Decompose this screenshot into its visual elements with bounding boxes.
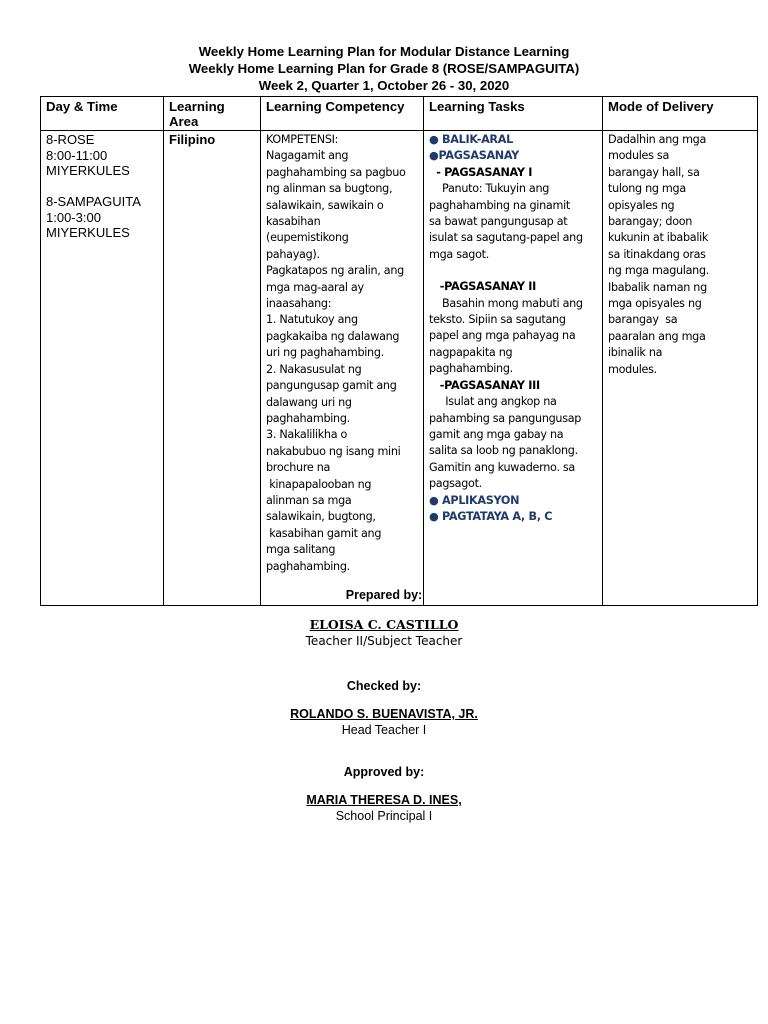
tasks-spacer xyxy=(429,263,597,279)
task-heading: ●PAGSASANAY xyxy=(429,149,519,163)
task-line: Isulat ang angkop na xyxy=(429,395,557,409)
day-time-line: MIYERKULES xyxy=(46,225,130,240)
row-competency-line: kasabihan xyxy=(266,215,321,229)
task-line: gamit ang mga gabay na xyxy=(429,427,564,441)
day-time-line: 8-SAMPAGUITA xyxy=(46,194,141,209)
learning-competency-cell xyxy=(261,131,424,606)
row-delivery-line: sa itinakdang oras xyxy=(608,247,706,261)
header-learning-competency: Learning Competency xyxy=(261,97,424,131)
row-competency-line: dalawang uri ng xyxy=(266,395,352,409)
row-competency-line: Nagagamit ang xyxy=(266,149,349,163)
row-competency-line: paghahambing. xyxy=(266,411,350,425)
prepared-by-title: Teacher II/Subject Teacher xyxy=(305,634,463,648)
task-line: isulat sa sagutang-papel ang xyxy=(429,231,583,245)
task-line: papel ang mga pahayag na xyxy=(429,329,576,343)
task-line: pagsagot. xyxy=(429,477,482,491)
header-learning-area: Learning Area xyxy=(164,97,261,131)
task-subheading: -PAGSASANAY II xyxy=(429,280,536,294)
table-header-row xyxy=(41,97,758,131)
prepared-by-name: ELOISA C. CASTILLO xyxy=(309,617,459,632)
task-line: Basahin mong mabuti ang xyxy=(429,296,583,310)
checked-by-block xyxy=(0,678,768,738)
task-line: teksto. Sipiin sa sagutang xyxy=(429,313,566,327)
row-competency-line: nakabubuo ng isang mini xyxy=(266,444,401,458)
row-competency-line: salawikain, bugtong, xyxy=(266,510,376,524)
row-competency-line: kasabihan gamit ang xyxy=(266,526,382,540)
header-day-time: Day & Time xyxy=(41,97,164,131)
row-delivery-line: modules. xyxy=(608,362,657,376)
row-delivery-line: opisyales ng xyxy=(608,198,675,212)
task-line: pahambing sa pangungusap xyxy=(429,411,582,425)
task-line: sa bawat pangungusap at xyxy=(429,215,568,229)
task-line: paghahambing. xyxy=(429,362,513,376)
row-delivery-line: paaralan ang mga xyxy=(608,329,706,343)
table-row xyxy=(41,131,758,606)
approved-by-title: School Principal I xyxy=(335,809,433,823)
header-learning-tasks: Learning Tasks xyxy=(424,97,603,131)
task-line: salita sa loob ng panaklong. xyxy=(429,444,578,458)
row-competency-line: Pagkatapos ng aralin, ang xyxy=(266,264,404,278)
approved-by-block xyxy=(0,764,768,824)
row-competency-line: kinapapalooban ng xyxy=(266,477,372,491)
row-competency-line: KOMPETENSI: xyxy=(266,133,339,146)
task-line: nagpapakita ng xyxy=(429,345,513,359)
prepared-by-block xyxy=(0,587,768,649)
approved-by-label: Approved by: xyxy=(343,765,425,779)
task-subheading: -PAGSASANAY III xyxy=(429,378,540,392)
document-title-block xyxy=(0,43,768,94)
row-competency-line: 2. Nakasusulat ng xyxy=(266,362,362,376)
title-line-2: Weekly Home Learning Plan for Grade 8 (ROSE/SAMPAGUITA) xyxy=(188,61,580,76)
row-delivery-line: mga opisyales ng xyxy=(608,297,702,311)
row-competency-line: pahayag). xyxy=(266,247,320,261)
row-competency-line: mga salitang xyxy=(266,543,336,557)
row-delivery-line: barangay hall, sa xyxy=(608,165,700,179)
title-line-3: Week 2, Quarter 1, October 26 - 30, 2020 xyxy=(258,78,510,93)
task-line: paghahambing na ginamit xyxy=(429,198,570,212)
row-delivery-line: barangay sa xyxy=(608,313,678,327)
day-time-line: 8-ROSE xyxy=(46,132,95,147)
header-mode-of-delivery: Mode of Delivery xyxy=(603,97,758,131)
task-line: Panuto: Tukuyin ang xyxy=(429,182,550,196)
row-delivery-line: tulong ng mga xyxy=(608,182,686,196)
row-competency-line: mga mag-aaral ay xyxy=(266,280,364,294)
row-competency-line: inaasahang: xyxy=(266,297,332,311)
row-competency-line: (eupemistikong xyxy=(266,231,349,245)
day-time-line: 8:00-11:00 xyxy=(46,147,108,163)
checked-by-label: Checked by: xyxy=(346,679,422,693)
approved-by-name: MARIA THERESA D. INES, xyxy=(306,793,462,807)
day-time-spacer xyxy=(46,179,158,195)
row-competency-line: pagkakaiba ng dalawang xyxy=(266,329,400,343)
mode-of-delivery-cell xyxy=(603,131,758,606)
row-competency-line: pangungusap gamit ang xyxy=(266,379,397,393)
task-heading: ● PAGTATAYA A, B, C xyxy=(429,509,553,523)
row-competency-line: uri ng paghahambing. xyxy=(266,346,384,360)
task-heading: ● APLIKASYON xyxy=(429,493,520,507)
learning-plan-table xyxy=(40,96,758,606)
day-time-line: 1:00-3:00 xyxy=(46,209,101,225)
row-delivery-line: ng mga magulang. xyxy=(608,264,710,278)
learning-tasks-cell xyxy=(424,131,603,606)
row-competency-line: 3. Nakalilikha o xyxy=(266,428,348,442)
row-competency-line: brochure na xyxy=(266,461,331,475)
row-competency-line: ng alinman sa bugtong, xyxy=(266,182,393,196)
row-competency-line: paghahambing. xyxy=(266,559,350,573)
row-delivery-line: kukunin at ibabalik xyxy=(608,231,709,245)
task-line: Gamitin ang kuwaderno. sa xyxy=(429,460,575,474)
row-competency-line: salawikain, sawikain o xyxy=(266,198,384,212)
checked-by-title: Head Teacher I xyxy=(341,723,427,737)
row-competency-line: paghahambing sa pagbuo xyxy=(266,165,406,179)
row-competency-line: alinman sa mga xyxy=(266,493,352,507)
row-delivery-line: Dadalhin ang mga xyxy=(608,133,707,146)
row-competency-line: 1. Natutukoy ang xyxy=(266,313,358,327)
row-delivery-line: Ibabalik naman ng xyxy=(608,280,707,294)
prepared-by-label: Prepared by: xyxy=(345,588,423,602)
task-subheading: - PAGSASANAY I xyxy=(429,165,533,179)
row-delivery-line: modules sa xyxy=(608,149,669,163)
task-heading: ● BALIK-ARAL xyxy=(429,133,513,146)
task-line: mga sagot. xyxy=(429,247,489,261)
day-time-line: MIYERKULES xyxy=(46,163,130,178)
learning-area-cell: Filipino xyxy=(164,131,261,606)
row-delivery-line: ibinalik na xyxy=(608,346,663,360)
title-line-1: Weekly Home Learning Plan for Modular Distance Learning xyxy=(198,44,570,59)
row-delivery-line: barangay; doon xyxy=(608,215,693,229)
checked-by-name: ROLANDO S. BUENAVISTA, JR. xyxy=(290,707,478,721)
day-time-cell xyxy=(41,131,164,606)
